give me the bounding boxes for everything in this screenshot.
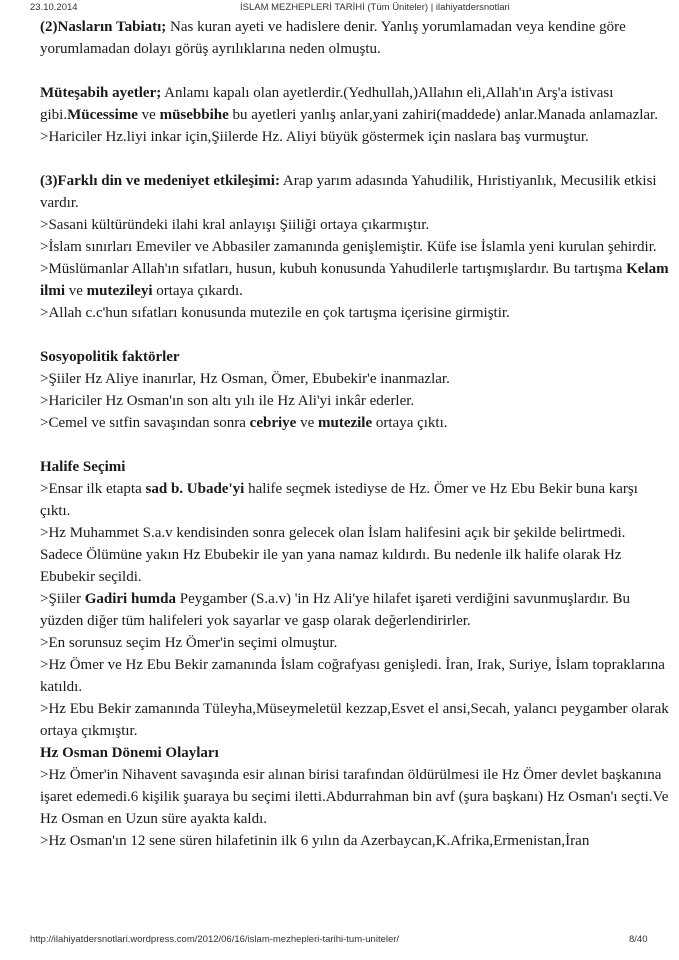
heading-sosyopolitik: Sosyopolitik faktörler <box>40 349 180 365</box>
paragraph-ensar: >Ensar ilk etapta sad b. Ubade'yi halife seçmek istediyse de Hz. Ömer ve Hz Ebu Bekir buna karşı çıktı. <box>40 481 638 519</box>
paragraph-farkli-din: (3)Farklı din ve medeniyet etkileşimi: Arap yarım adasında Yahudilik, Hıristiyanlık, Mecusilik etkisi vardır. <box>40 173 657 211</box>
footer-page-number: 8/40 <box>629 934 648 945</box>
paragraph-yalanci-peygamber: >Hz Ebu Bekir zamanında Tüleyha,Müseymeletül kezzap,Esvet el ansi,Secah, yalancı peygamber olarak ortaya çıkmıştır. <box>40 701 669 739</box>
paragraph-cemel-siffin: >Cemel ve sıtfin savaşından sonra cebriye ve mutezile ortaya çıktı. <box>40 415 448 431</box>
header-title: İSLAM MEZHEPLERİ TARİHİ (Tüm Üniteler) | ilahiyatdersnotlari <box>240 2 510 13</box>
paragraph-kelam-ilmi: >Müslümanlar Allah'ın sıfatları, husun, kubuh konusunda Yahudilerle tartışmışlardır. Bu tartışma Kelam ilmi ve mutezileyi ortaya çıkardı. <box>40 261 669 299</box>
paragraph-naslarin-tabiati: (2)Nasların Tabiatı; Nas kuran ayeti ve hadislere denir. Yanlış yorumlamadan veya kendine göre yorumlamadan dolayı görüş ayrılıklarına neden olmuştu. <box>40 19 626 57</box>
footer-url: http://ilahiyatdersnotlari.wordpress.com/2012/06/16/islam-mezhepleri-tarihi-tum-uniteler/ <box>30 934 400 945</box>
document-body <box>40 16 670 852</box>
heading-farkli-din: (3)Farklı din ve medeniyet etkileşimi: <box>40 173 280 189</box>
paragraph-gadiri-hum: >Şiiler Gadiri humda Peygamber (S.a.v) 'in Hz Ali'ye hilafet işareti verdiğini savunmuşlardır. Bu yüzden diğer tüm halifeleri yok sayarlar ve gasp olarak değerlendirirler. <box>40 591 631 629</box>
paragraph-allah-sifatlari: >Allah c.c'hun sıfatları konusunda mutezile en çok tartışma içerisine girmiştir. <box>40 305 510 321</box>
paragraph-mutesabih-ayetler: Müteşabih ayetler; Anlamı kapalı olan ayetlerdir.(Yedhullah,)Allahın eli,Allah'ın Arş'a istivası gibi.Mücessime ve müsebbihe bu ayetleri yanlış anlar,yani zahiri(maddede) anlar.Manada anlamazlar. <box>40 85 658 123</box>
heading-naslarin-tabiati: (2)Nasların Tabiatı; <box>40 19 167 35</box>
header-date: 23.10.2014 <box>30 2 78 13</box>
paragraph-siiler-aliye: >Şiiler Hz Aliye inanırlar, Hz Osman, Ömer, Ebubekir'e inanmazlar. <box>40 371 450 387</box>
paragraph-osman-hilafeti: >Hz Osman'ın 12 sene süren hilafetinin ilk 6 yılın da Azerbaycan,K.Afrika,Ermenistan,İran <box>40 833 590 849</box>
paragraph-hz-omer-secimi: >En sorunsuz seçim Hz Ömer'in seçimi olmuştur. <box>40 635 338 651</box>
paragraph-nihavent: >Hz Ömer'in Nihavent savaşında esir alınan birisi tarafından öldürülmesi ile Hz Ömer devlet başkanına işaret edemedi.6 kişilik şuaraya bu seçimi iletti.Abdurrahman bin avf (şura başkanı) Hz Osman'ı seçti.Ve Hz Osman en Uzun süre ayakta kaldı. <box>40 767 669 827</box>
paragraph-hariciler-naslar: >Hariciler Hz.liyi inkar için,Şiilerde Hz. Aliyi büyük göstermek için naslara baş vurmuştur. <box>40 129 589 145</box>
paragraph-sasani: >Sasani kültüründeki ilahi kral anlayışı Şiiliği ortaya çıkarmıştır. <box>40 217 430 233</box>
paragraph-islam-cografyasi: >Hz Ömer ve Hz Ebu Bekir zamanında İslam coğrafyası genişledi. İran, Irak, Suriye, İslam topraklarına katıldı. <box>40 657 665 695</box>
paragraph-hariciler-osman: >Hariciler Hz Osman'ın son altı yılı ile Hz Ali'yi inkâr ederler. <box>40 393 415 409</box>
paragraph-hz-muhammet: >Hz Muhammet S.a.v kendisinden sonra gelecek olan İslam halifesini açık bir şekilde belirtmedi. Sadece Ölümüne yakın Hz Ebubekir ile yan yana namaz kıldırdı. Bu nedenle ilk halife olarak Hz Ebubekir seçildi. <box>40 525 626 585</box>
paragraph-islam-sinirlari: >İslam sınırları Emeviler ve Abbasiler zamanında genişlemiştir. Küfe ise İslamla yeni kurulan şehirdir. <box>40 239 657 255</box>
heading-halife-secimi: Halife Seçimi <box>40 459 126 475</box>
heading-hz-osman-donemi: Hz Osman Dönemi Olayları <box>40 745 219 761</box>
